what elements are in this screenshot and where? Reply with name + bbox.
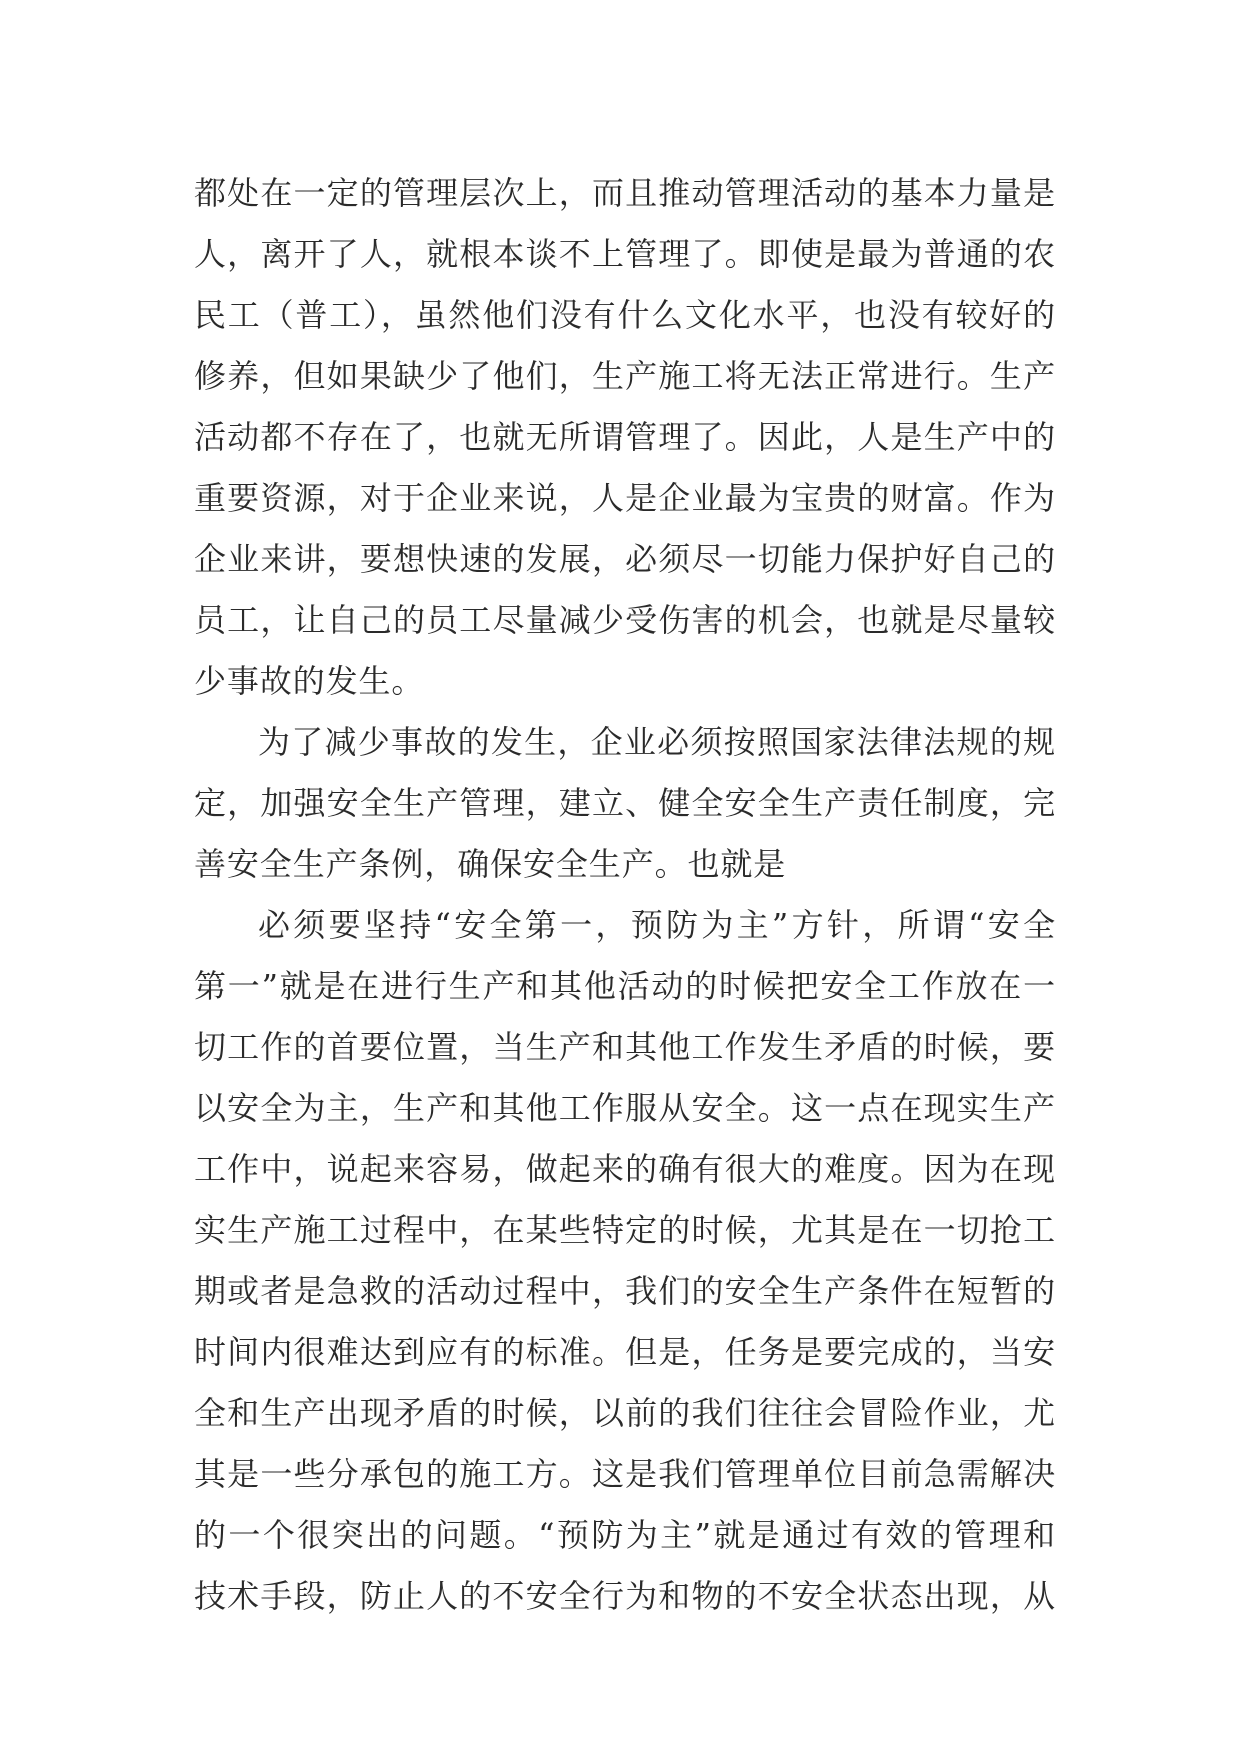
paragraph [194, 895, 1056, 1627]
text-line: 企业来讲，要想快速的发展，必须尽一切能力保护好自己的 [194, 540, 1056, 578]
text-line: 第一”就是在进行生产和其他活动的时候把安全工作放在一 [194, 967, 1056, 1005]
text-line: 时间内很难达到应有的标准。但是，任务是要完成的，当安 [194, 1333, 1056, 1371]
text-line: 必须要坚持“安全第一，预防为主”方针，所谓“安全 [258, 906, 1056, 944]
paragraph [194, 712, 1056, 895]
text-line: 工作中，说起来容易，做起来的确有很大的难度。因为在现 [194, 1150, 1056, 1188]
text-line: 全和生产出现矛盾的时候，以前的我们往往会冒险作业，尤 [194, 1394, 1056, 1432]
text-line: 定，加强安全生产管理，建立、健全安全生产责任制度，完 [194, 784, 1056, 822]
text-line: 重要资源，对于企业来说，人是企业最为宝贵的财富。作为 [194, 479, 1056, 517]
text-line: 活动都不存在了，也就无所谓管理了。因此，人是生产中的 [194, 418, 1056, 456]
text-line: 少事故的发生。 [194, 662, 425, 700]
text-line: 善安全生产条例，确保安全生产。也就是 [194, 845, 787, 883]
text-line: 人，离开了人，就根本谈不上管理了。即使是最为普通的农 [194, 235, 1056, 273]
text-line: 都处在一定的管理层次上，而且推动管理活动的基本力量是 [194, 174, 1056, 212]
paragraph [194, 163, 1056, 712]
document-body [194, 163, 1056, 1627]
text-line: 员工，让自己的员工尽量减少受伤害的机会，也就是尽量较 [194, 601, 1056, 639]
text-line: 实生产施工过程中，在某些特定的时候，尤其是在一切抢工 [194, 1211, 1056, 1249]
text-line: 技术手段，防止人的不安全行为和物的不安全状态出现，从 [194, 1577, 1056, 1615]
text-line: 为了减少事故的发生，企业必须按照国家法律法规的规 [258, 723, 1056, 761]
text-line: 以安全为主，生产和其他工作服从安全。这一点在现实生产 [194, 1089, 1056, 1127]
text-line: 切工作的首要位置，当生产和其他工作发生矛盾的时候，要 [194, 1028, 1056, 1066]
text-line: 的一个很突出的问题。“预防为主”就是通过有效的管理和 [194, 1516, 1056, 1554]
text-line: 期或者是急救的活动过程中，我们的安全生产条件在短暂的 [194, 1272, 1056, 1310]
text-line: 其是一些分承包的施工方。这是我们管理单位目前急需解决 [194, 1455, 1056, 1493]
text-line: 修养，但如果缺少了他们，生产施工将无法正常进行。生产 [194, 357, 1056, 395]
text-line: 民工（普工），虽然他们没有什么文化水平，也没有较好的 [194, 296, 1056, 334]
